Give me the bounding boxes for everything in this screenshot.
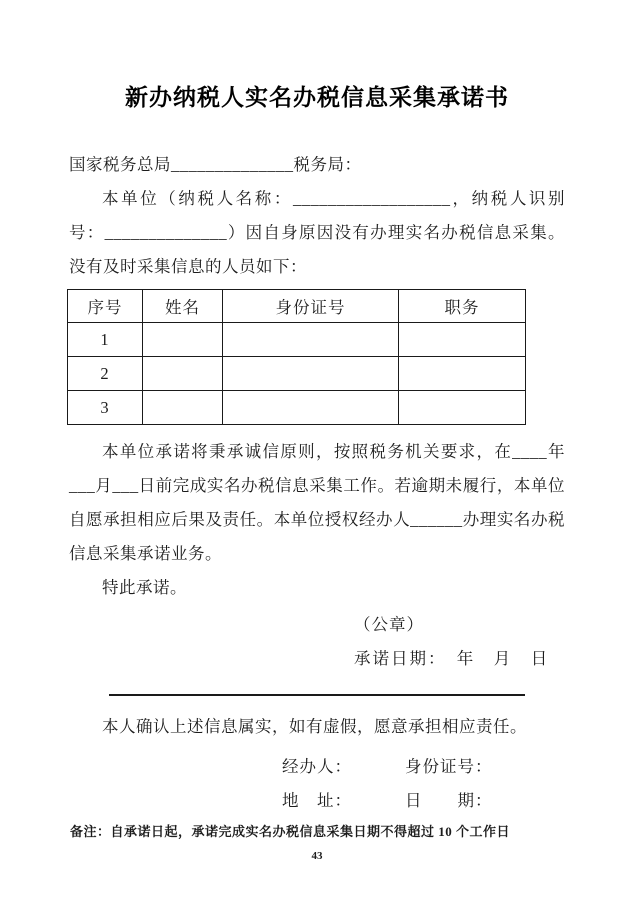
table-cell-serial: 1	[68, 323, 143, 357]
table-cell-name	[143, 391, 223, 425]
page-number: 43	[311, 850, 323, 862]
date-label: 日 期：	[405, 791, 493, 810]
agent-label: 经办人：	[282, 757, 352, 776]
official-seal-placeholder: （公章）	[354, 615, 424, 634]
table-header-row	[68, 290, 526, 323]
table-cell-serial: 3	[68, 391, 143, 425]
address-date-row	[282, 788, 565, 814]
table-cell-id-number	[223, 391, 399, 425]
table-cell-position	[399, 391, 526, 425]
confirmation-statement: 本人确认上述信息属实，如有虚假，愿意承担相应责任。	[102, 717, 527, 736]
table-cell-name	[143, 323, 223, 357]
table-row	[68, 323, 526, 357]
table-cell-id-number	[223, 357, 399, 391]
document-content	[0, 82, 634, 862]
paragraph-intro: 本单位（纳税人名称：__________________，纳税人识别号：______________）因自身原因没有办理实名办税信息采集。没有及时采集信息的人员如下：	[69, 189, 565, 276]
table-row	[68, 357, 526, 391]
document-title: 新办纳税人实名办税信息采集承诺书	[125, 84, 509, 110]
paragraph-commitment: 本单位承诺将秉承诚信原则，按照税务机关要求，在____年___月___日前完成实名办税信息采集工作。若逾期未履行，本单位自愿承担相应后果及责任。本单位授权经办人______办理实名办税信息采集承诺业务。	[69, 442, 565, 563]
table-row	[68, 391, 526, 425]
id-number-label: 身份证号：	[405, 757, 493, 776]
table-header-position: 职务	[399, 290, 526, 323]
table-cell-name	[143, 357, 223, 391]
table-header-id-number: 身份证号	[223, 290, 399, 323]
table-cell-position	[399, 323, 526, 357]
table-header-name: 姓名	[143, 290, 223, 323]
address-label: 地 址：	[282, 791, 352, 810]
personnel-table	[67, 289, 526, 425]
promise-date-line: 承诺日期： 年 月 日	[354, 649, 550, 668]
agent-id-row	[282, 754, 565, 780]
table-cell-id-number	[223, 323, 399, 357]
table-header-serial: 序号	[68, 290, 143, 323]
table-cell-serial: 2	[68, 357, 143, 391]
hereby-promise-line: 特此承诺。	[102, 578, 187, 597]
salutation-line: 国家税务总局______________税务局：	[69, 155, 362, 174]
table-cell-position	[399, 357, 526, 391]
signature-divider-line	[109, 694, 525, 696]
remark-note: 备注：自承诺日起，承诺完成实名办税信息采集日期不得超过 10 个工作日	[70, 824, 511, 839]
